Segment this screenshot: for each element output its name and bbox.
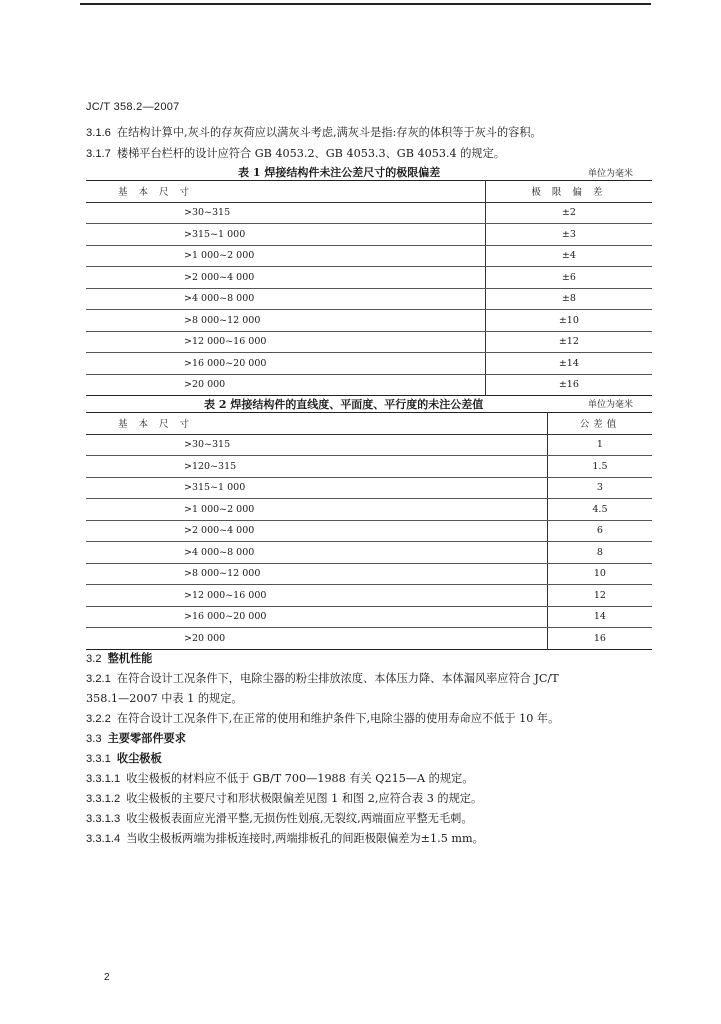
top-rule — [80, 3, 651, 5]
table-row — [86, 563, 652, 585]
clause-number: 3.1.7 — [86, 148, 111, 160]
size-cell: >12 000~16 000 — [86, 331, 485, 353]
clause-number: 3.3.1.2 — [86, 793, 121, 805]
deviation-cell: ±10 — [485, 310, 652, 332]
table-row — [86, 585, 652, 607]
size-cell: >2 000~4 000 — [86, 520, 547, 542]
clause-3-2-1-cont — [86, 690, 243, 706]
clause-text: 楼梯平台栏杆的设计应符合 GB 4053.2、GB 4053.3、GB 4053.4 的规定。 — [116, 147, 505, 160]
table-row — [86, 353, 652, 375]
clause-3-3-1-4 — [86, 830, 484, 846]
table-row — [86, 542, 652, 564]
tolerance-cell: 12 — [547, 585, 652, 607]
column-header-size: 基 本 尺 寸 — [86, 181, 485, 203]
table-row — [86, 520, 652, 542]
size-cell: >4 000~8 000 — [86, 288, 485, 310]
size-cell: >12 000~16 000 — [86, 585, 547, 607]
clause-number: 3.3.1 — [86, 753, 111, 765]
column-header-tolerance: 公差值 — [547, 413, 652, 435]
clause-3-1-6 — [86, 124, 542, 140]
clause-number: 3.1.6 — [86, 127, 111, 139]
table-row — [86, 434, 652, 456]
size-cell: >30~315 — [86, 434, 547, 456]
clause-number: 3.3.1.3 — [86, 813, 121, 825]
document-header: JC/T 358.2—2007 — [86, 101, 180, 113]
clause-3-2-1 — [86, 670, 559, 686]
section-heading: 整机性能 — [107, 651, 153, 665]
size-cell: >8 000~12 000 — [86, 310, 485, 332]
clause-text: 在符合设计工况条件下，电除尘器的粉尘排放浓度、本体压力降、本体漏风率应符合 JC/T — [116, 672, 559, 685]
clause-3-3-1-3 — [86, 810, 473, 826]
size-cell: >1 000~2 000 — [86, 499, 547, 521]
table1-unit: 单位为毫米 — [588, 169, 634, 179]
clause-text: 收尘极板的材料应不低于 GB/T 700—1988 有关 Q215—A 的规定。 — [126, 772, 474, 785]
deviation-cell: ±12 — [485, 331, 652, 353]
size-cell: >8 000~12 000 — [86, 563, 547, 585]
clause-3-3 — [86, 730, 186, 746]
tolerance-cell: 6 — [547, 520, 652, 542]
clause-text: 收尘极板表面应光滑平整,无损伤性划痕,无裂纹,两端面应平整无毛刺。 — [126, 812, 473, 825]
clause-text: 在结构计算中,灰斗的存灰荷应以满灰斗考虑,满灰斗是指:存灰的体积等于灰斗的容积。 — [116, 126, 542, 139]
deviation-cell: ±4 — [485, 245, 652, 267]
size-cell: >20 000 — [86, 628, 547, 650]
table-header-row — [86, 181, 652, 203]
table-row — [86, 202, 652, 224]
tolerance-cell: 1 — [547, 434, 652, 456]
tolerance-cell: 3 — [547, 477, 652, 499]
size-cell: >315~1 000 — [86, 477, 547, 499]
table2-unit: 单位为毫米 — [588, 400, 634, 410]
size-cell: >315~1 000 — [86, 224, 485, 246]
table-row — [86, 456, 652, 478]
column-header-deviation: 极 限 偏 差 — [485, 181, 652, 203]
table-row — [86, 224, 652, 246]
deviation-cell: ±16 — [558, 379, 579, 391]
section-heading: 主要零部件要求 — [107, 731, 186, 745]
size-cell: >16 000~20 000 — [86, 353, 485, 375]
clause-3-2-2 — [86, 710, 559, 726]
clause-text: 收尘极板的主要尺寸和形状极限偏差见图 1 和图 2,应符合表 3 的规定。 — [126, 792, 483, 805]
table-row — [86, 499, 652, 521]
clause-text: 358.1—2007 中表 1 的规定。 — [86, 692, 243, 705]
deviation-cell: ±8 — [485, 288, 652, 310]
size-cell: >16 000~20 000 — [86, 606, 547, 628]
table-row — [86, 310, 652, 332]
page-number: 2 — [104, 972, 110, 983]
table1-caption: 表 1 焊接结构件未注公差尺寸的极限偏差 — [238, 166, 441, 179]
size-cell: >4 000~8 000 — [86, 542, 547, 564]
clause-number: 3.2.2 — [86, 713, 111, 725]
deviation-cell: ±2 — [485, 202, 652, 224]
table-header-row — [86, 413, 652, 435]
table2-caption: 表 2 焊接结构件的直线度、平面度、平行度的未注公差值 — [204, 398, 484, 411]
deviation-cell: ±6 — [485, 267, 652, 289]
clause-text: 在符合设计工况条件下,在正常的使用和维护条件下,电除尘器的使用寿命应不低于 10 年。 — [116, 712, 560, 725]
table-row — [86, 331, 652, 353]
clause-3-3-1 — [86, 750, 162, 766]
clause-3-3-1-1 — [86, 770, 473, 786]
size-cell: >2 000~4 000 — [86, 267, 485, 289]
size-cell: >30~315 — [86, 202, 485, 224]
table-row — [86, 245, 652, 267]
clause-number: 3.3 — [86, 733, 102, 745]
clause-3-2 — [86, 650, 152, 666]
tolerance-cell: 1.5 — [547, 456, 652, 478]
column-header-size: 基 本 尺 寸 — [86, 413, 547, 435]
deviation-cell: ±3 — [485, 224, 652, 246]
clause-text: 当收尘极板两端为排板连接时,两端排板孔的间距极限偏差为±1.5 mm。 — [126, 832, 484, 845]
clause-number: 3.2.1 — [86, 673, 111, 685]
clause-3-1-7 — [86, 145, 505, 161]
clause-number: 3.3.1.4 — [86, 833, 121, 845]
tolerance-cell: 16 — [593, 632, 606, 644]
deviation-cell: ±14 — [485, 353, 652, 375]
table-row — [86, 288, 652, 310]
size-cell: >20 000 — [86, 374, 485, 396]
tolerance-cell: 4.5 — [547, 499, 652, 521]
table-row — [86, 628, 652, 650]
tolerance-cell: 14 — [547, 606, 652, 628]
table2 — [86, 412, 652, 650]
table-row — [86, 267, 652, 289]
table-row — [86, 606, 652, 628]
tolerance-cell: 8 — [547, 542, 652, 564]
size-cell: >120~315 — [86, 456, 547, 478]
clause-3-3-1-2 — [86, 790, 482, 806]
table-row — [86, 477, 652, 499]
table1 — [86, 180, 652, 396]
table-row — [86, 374, 652, 396]
section-heading: 收尘极板 — [116, 751, 162, 765]
clause-number: 3.3.1.1 — [86, 773, 121, 785]
clause-number: 3.2 — [86, 653, 102, 665]
size-cell: >1 000~2 000 — [86, 245, 485, 267]
tolerance-cell: 10 — [547, 563, 652, 585]
